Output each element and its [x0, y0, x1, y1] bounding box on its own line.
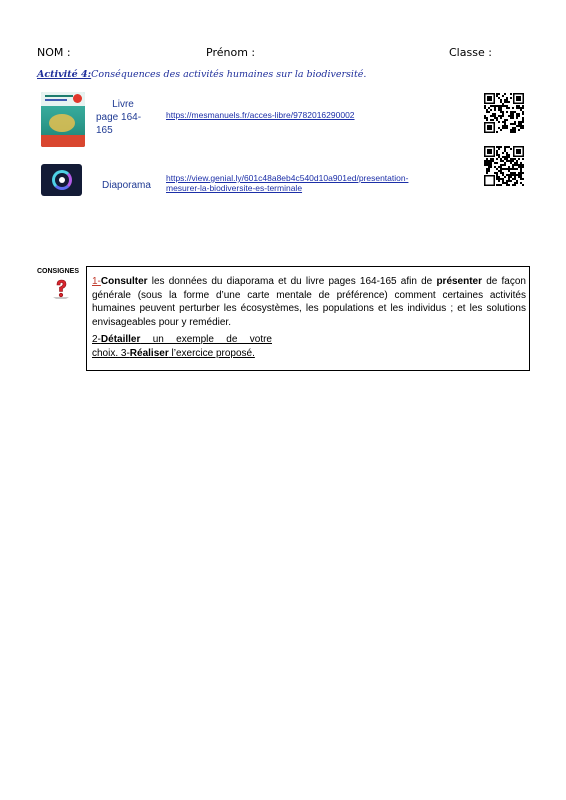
instruction-2-verb: Détailler — [100, 334, 141, 345]
instruction-2 — [92, 333, 526, 360]
book-cover-icon — [41, 92, 85, 147]
diaporama-link[interactable] — [166, 173, 456, 193]
instruction-3-verb: Réaliser — [129, 347, 169, 359]
instruction-1 — [92, 275, 526, 329]
diaporama-link-line1: https://view.genial.ly/601c48a8eb4c540d10a901ed/presentation- — [166, 173, 409, 183]
livre-line1: Livre — [112, 99, 134, 110]
instruction-2-text: un exemple de votre — [140, 334, 272, 345]
consignes-label: CONSIGNES — [37, 268, 80, 275]
instruction-1-text-a: les données du diaporama et du livre pages 164-165 afin de — [147, 276, 437, 287]
instruction-1-text-b: de façon générale (sous la forme d’une carte mentale de préférence) comment certaines activités humaines peuvent perturber les écosystèmes, les populations et les individus ; et les solutions envisageables pour y remédier. — [92, 276, 526, 328]
instruction-1-verb2: présenter — [436, 276, 483, 287]
diaporama-label: Diaporama — [102, 180, 151, 191]
instruction-2-line1 — [92, 333, 272, 347]
prenom-label: Prénom : — [206, 46, 256, 59]
instructions-box — [86, 266, 530, 371]
activity-heading — [37, 69, 366, 80]
livre-link[interactable]: https://mesmanuels.fr/acces-libre/9782016290002 — [166, 110, 355, 120]
livre-line3: 165 — [96, 125, 113, 136]
livre-page-label — [96, 98, 150, 137]
activity-title: Conséquences des activités humaines sur la biodiversité. — [91, 69, 367, 80]
nom-label: NOM : — [37, 46, 71, 59]
instruction-2-number: 2- — [92, 334, 101, 345]
question-mark-icon — [50, 278, 72, 300]
instruction-2-line2: choix. 3- — [92, 347, 130, 359]
instruction-1-verb: Consulter — [100, 276, 148, 287]
genially-logo-icon — [41, 164, 82, 196]
qr-code-icon — [484, 93, 524, 133]
activity-number: Activité 4: — [37, 69, 92, 80]
classe-label: Classe : — [449, 46, 492, 59]
livre-line2: page 164- — [96, 112, 142, 123]
instruction-1-number: 1- — [92, 276, 101, 287]
qr-code-icon — [484, 146, 524, 186]
instruction-3-text: l’exercice proposé. — [168, 347, 255, 359]
diaporama-link-line2: mesurer-la-biodiversite-es-terminale — [166, 183, 303, 193]
